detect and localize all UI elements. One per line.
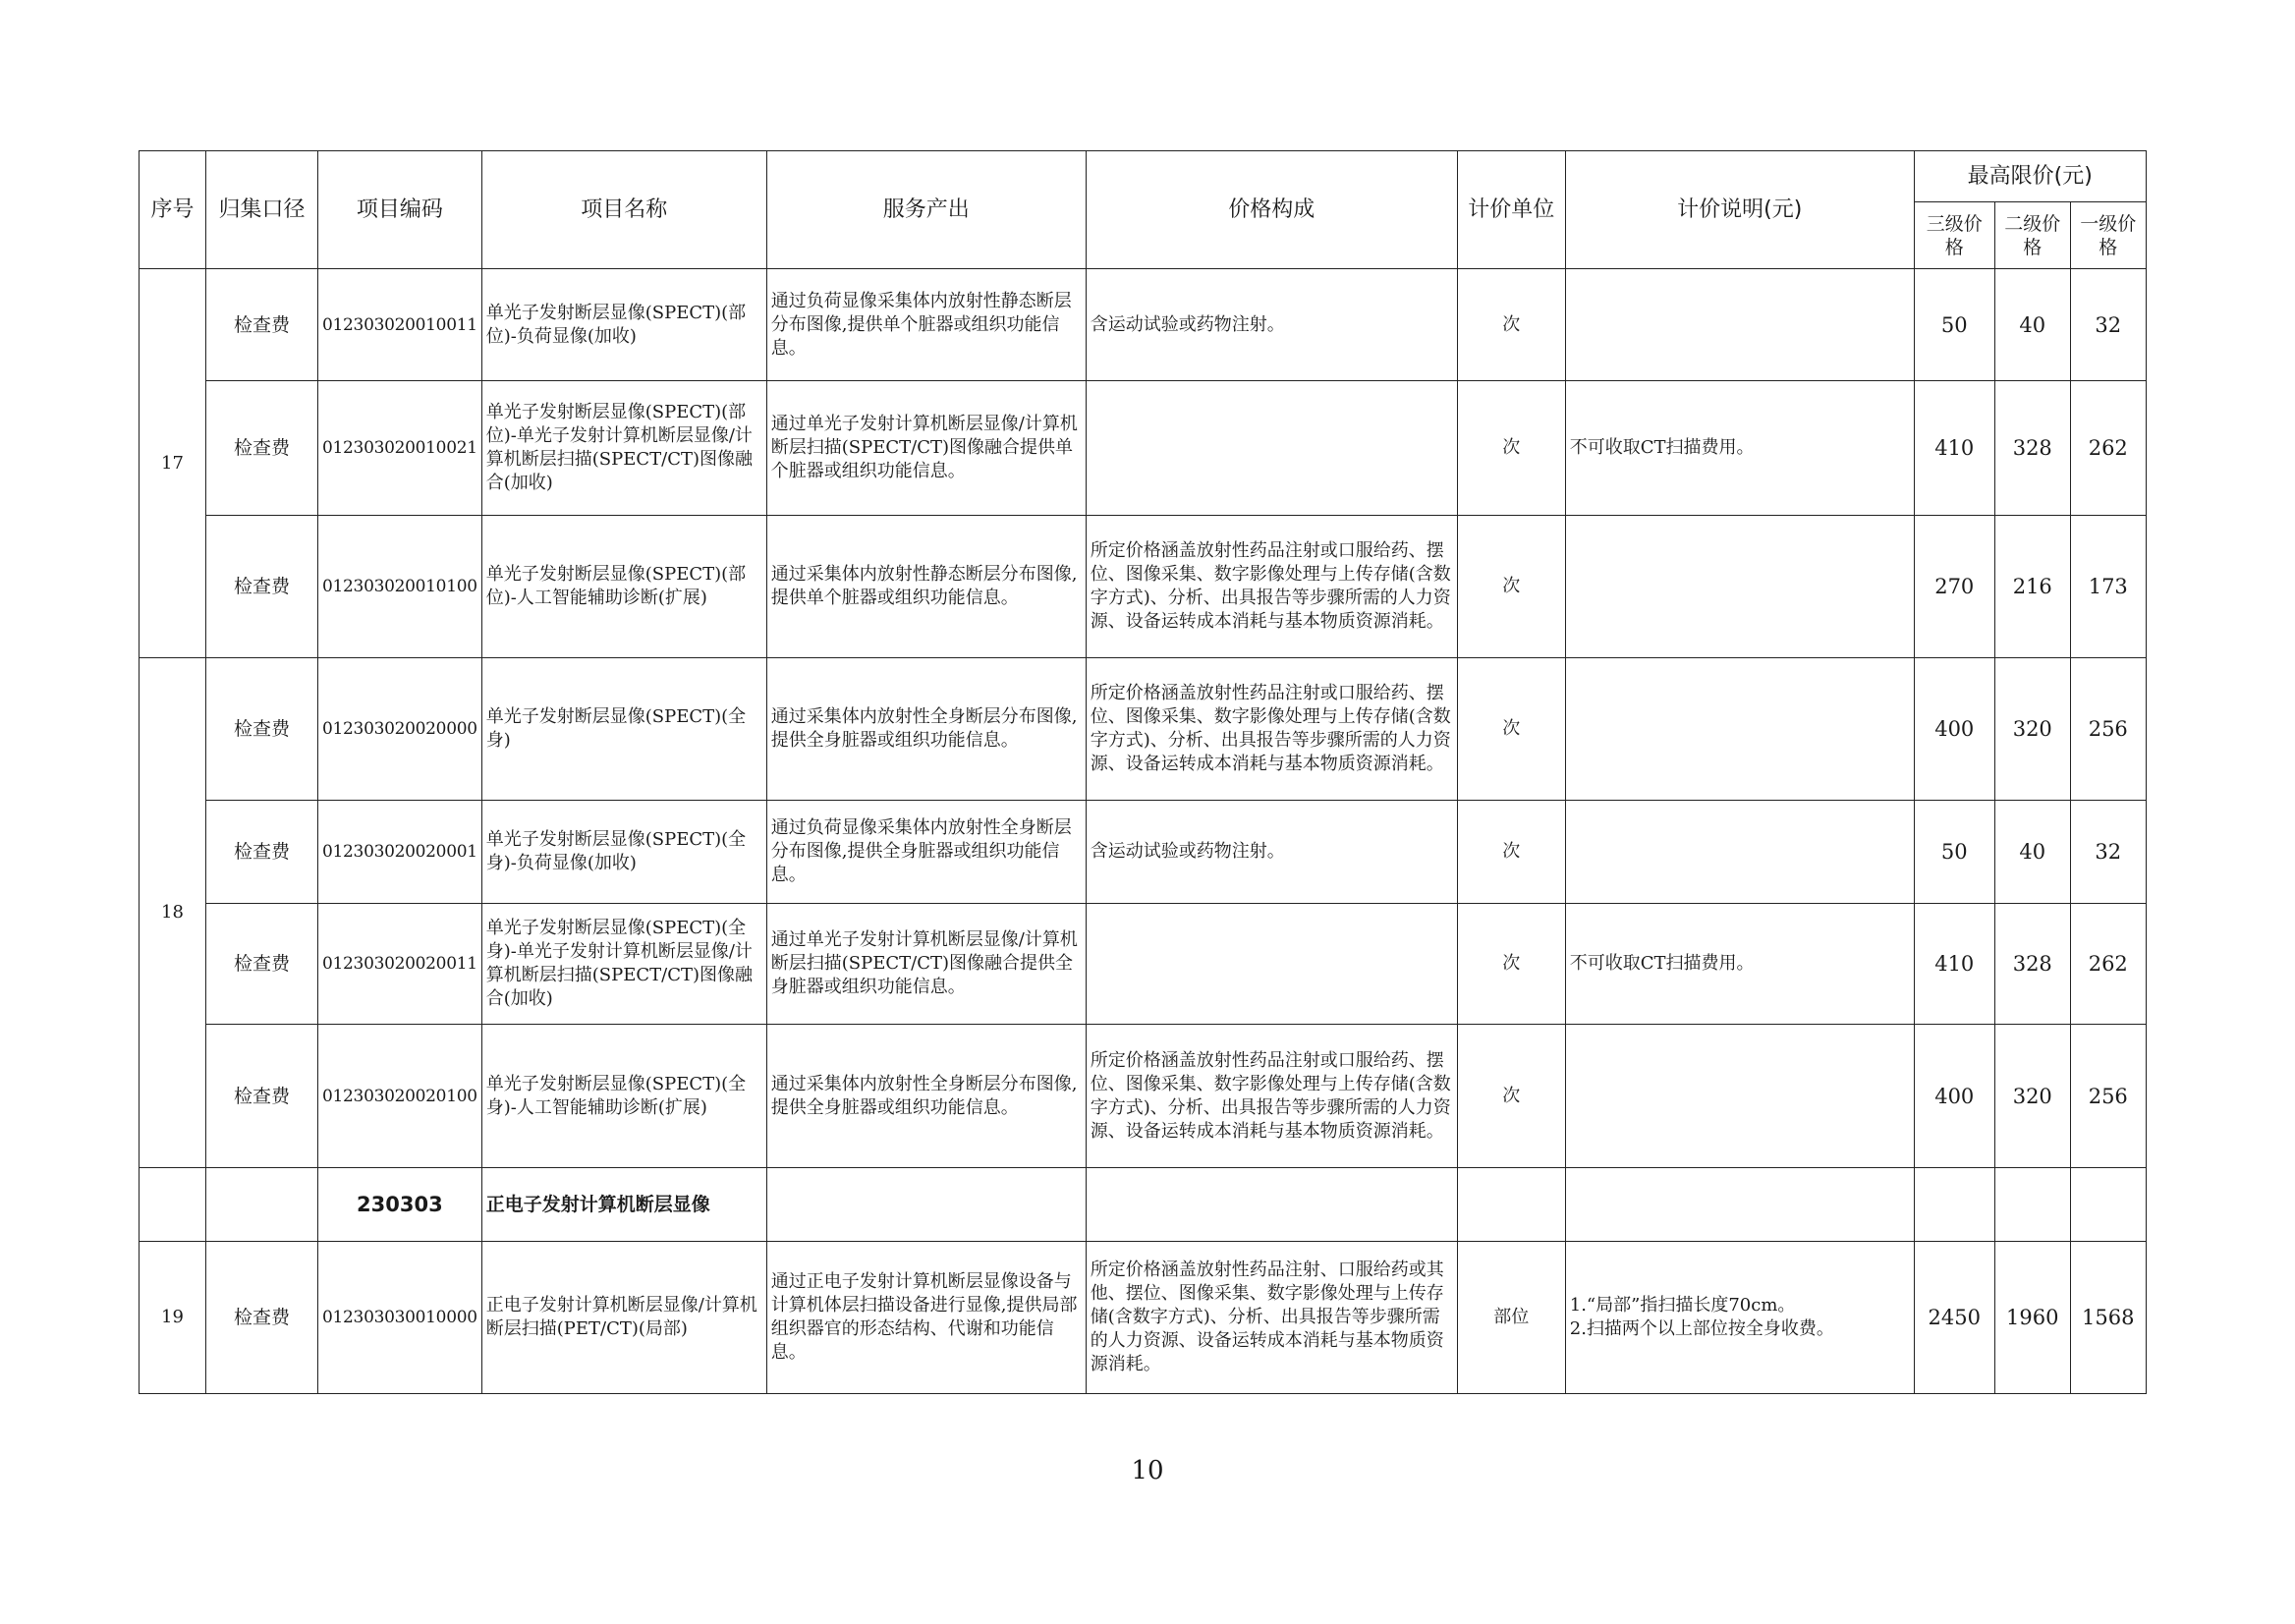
row-unit: 次 [1457, 516, 1565, 658]
row-composition [1086, 904, 1457, 1025]
row-composition: 所定价格涵盖放射性药品注射或口服给药、摆位、图像采集、数字影像处理与上传存储(含数字方式)、分析、出具报告等步骤所需的人力资源、设备运转成本消耗与基本物质资源消耗。 [1086, 1025, 1457, 1168]
header-level2: 二级价格 [1994, 202, 2070, 269]
row-seq: 17 [140, 269, 206, 658]
row-output: 通过负荷显像采集体内放射性全身断层分布图像,提供全身脏器或组织功能信息。 [766, 801, 1086, 904]
row-code: 012303020020011 [318, 904, 482, 1025]
row-name: 正电子发射计算机断层显像/计算机断层扫描(PET/CT)(局部) [481, 1242, 766, 1394]
row-price-level1: 262 [2070, 904, 2146, 1025]
row-note [1565, 516, 1914, 658]
row-price-level2: 320 [1994, 1025, 2070, 1168]
header-unit: 计价单位 [1457, 151, 1565, 269]
row-unit: 部位 [1457, 1242, 1565, 1394]
row-seq: 19 [140, 1242, 206, 1394]
row-price-level3: 400 [1914, 658, 1994, 801]
row-seq: 18 [140, 658, 206, 1168]
row-code: 012303020010021 [318, 381, 482, 516]
row-price-level2: 1960 [1994, 1242, 2070, 1394]
row-price-level3: 410 [1914, 381, 1994, 516]
row-price-level1: 32 [2070, 801, 2146, 904]
row-code: 012303020020100 [318, 1025, 482, 1168]
header-output: 服务产出 [766, 151, 1086, 269]
row-price-level1: 173 [2070, 516, 2146, 658]
row-category: 检查费 [206, 658, 318, 801]
row-price-level1: 256 [2070, 658, 2146, 801]
header-seq: 序号 [140, 151, 206, 269]
row-note-line-2: 2.扫描两个以上部位按全身收费。 [1569, 1318, 1834, 1339]
row-composition: 所定价格涵盖放射性药品注射或口服给药、摆位、图像采集、数字影像处理与上传存储(含数字方式)、分析、出具报告等步骤所需的人力资源、设备运转成本消耗与基本物质资源消耗。 [1086, 516, 1457, 658]
row-composition: 所定价格涵盖放射性药品注射、口服给药或其他、摆位、图像采集、数字影像处理与上传存储(含数字方式)、分析、出具报告等步骤所需的人力资源、设备运转成本消耗与基本物质资源消耗。 [1086, 1242, 1457, 1394]
row-name: 单光子发射断层显像(SPECT)(全身)-单光子发射计算机断层显像/计算机断层扫描(SPECT/CT)图像融合(加收) [481, 904, 766, 1025]
table-row [140, 1242, 2147, 1394]
row-price-level3: 400 [1914, 1025, 1994, 1168]
row-output: 通过负荷显像采集体内放射性静态断层分布图像,提供单个脏器或组织功能信息。 [766, 269, 1086, 381]
header-category: 归集口径 [206, 151, 318, 269]
row-output: 通过采集体内放射性全身断层分布图像,提供全身脏器或组织功能信息。 [766, 658, 1086, 801]
row-code: 012303020010100 [318, 516, 482, 658]
row-name: 单光子发射断层显像(SPECT)(部位)-人工智能辅助诊断(扩展) [481, 516, 766, 658]
row-unit: 次 [1457, 381, 1565, 516]
row-code: 012303020020001 [318, 801, 482, 904]
row-unit: 次 [1457, 1025, 1565, 1168]
row-note [1565, 801, 1914, 904]
page-number: 10 [1131, 1456, 1164, 1485]
row-price-level3: 50 [1914, 269, 1994, 381]
row-note [1565, 658, 1914, 801]
row-price-level1: 262 [2070, 381, 2146, 516]
row-output: 通过单光子发射计算机断层显像/计算机断层扫描(SPECT/CT)图像融合提供全身脏器或组织功能信息。 [766, 904, 1086, 1025]
row-note [1565, 1242, 1914, 1394]
row-note [1565, 1025, 1914, 1168]
table-row [140, 381, 2147, 516]
row-output: 通过单光子发射计算机断层显像/计算机断层扫描(SPECT/CT)图像融合提供单个脏器或组织功能信息。 [766, 381, 1086, 516]
row-name: 单光子发射断层显像(SPECT)(部位)-负荷显像(加收) [481, 269, 766, 381]
row-price-level2: 320 [1994, 658, 2070, 801]
row-note: 不可收取CT扫描费用。 [1565, 904, 1914, 1025]
table-row [140, 1025, 2147, 1168]
row-price-level2: 40 [1994, 801, 2070, 904]
row-price-level3: 270 [1914, 516, 1994, 658]
price-table [139, 150, 2147, 1394]
table-row [140, 801, 2147, 904]
row-category: 检查费 [206, 381, 318, 516]
row-price-level2: 328 [1994, 904, 2070, 1025]
row-price-level3: 2450 [1914, 1242, 1994, 1394]
row-unit: 次 [1457, 904, 1565, 1025]
table-row [140, 904, 2147, 1025]
row-category: 检查费 [206, 801, 318, 904]
row-price-level1: 32 [2070, 269, 2146, 381]
row-category: 检查费 [206, 1025, 318, 1168]
header-note: 计价说明(元) [1565, 151, 1914, 269]
row-note: 不可收取CT扫描费用。 [1565, 381, 1914, 516]
row-output: 通过采集体内放射性静态断层分布图像,提供单个脏器或组织功能信息。 [766, 516, 1086, 658]
row-price-level3: 50 [1914, 801, 1994, 904]
row-unit: 次 [1457, 658, 1565, 801]
row-name: 单光子发射断层显像(SPECT)(全身)-负荷显像(加收) [481, 801, 766, 904]
table-row [140, 516, 2147, 658]
row-note-line-1: 1.“局部”指扫描长度70cm。 [1569, 1295, 1796, 1316]
row-composition: 含运动试验或药物注射。 [1086, 269, 1457, 381]
row-output: 通过正电子发射计算机断层显像设备与计算机体层扫描设备进行显像,提供局部组织器官的形态结构、代谢和功能信息。 [766, 1242, 1086, 1394]
group-code: 230303 [318, 1168, 482, 1242]
row-price-level2: 216 [1994, 516, 2070, 658]
row-name: 单光子发射断层显像(SPECT)(全身) [481, 658, 766, 801]
row-category: 检查费 [206, 516, 318, 658]
row-name: 单光子发射断层显像(SPECT)(全身)-人工智能辅助诊断(扩展) [481, 1025, 766, 1168]
row-category: 检查费 [206, 269, 318, 381]
row-unit: 次 [1457, 801, 1565, 904]
row-note [1565, 269, 1914, 381]
row-price-level2: 328 [1994, 381, 2070, 516]
row-composition [1086, 381, 1457, 516]
header-level1: 一级价格 [2070, 202, 2146, 269]
row-output: 通过采集体内放射性全身断层分布图像,提供全身脏器或组织功能信息。 [766, 1025, 1086, 1168]
row-code: 012303020020000 [318, 658, 482, 801]
row-category: 检查费 [206, 904, 318, 1025]
group-header-row [140, 1168, 2147, 1242]
row-price-level3: 410 [1914, 904, 1994, 1025]
header-max-price: 最高限价(元) [1914, 151, 2146, 202]
header-composition: 价格构成 [1086, 151, 1457, 269]
row-category: 检查费 [206, 1242, 318, 1394]
header-level3: 三级价格 [1914, 202, 1994, 269]
row-code: 012303020010011 [318, 269, 482, 381]
row-code: 012303030010000 [318, 1242, 482, 1394]
row-unit: 次 [1457, 269, 1565, 381]
row-price-level1: 1568 [2070, 1242, 2146, 1394]
table-row [140, 269, 2147, 381]
header-name: 项目名称 [481, 151, 766, 269]
table-row [140, 658, 2147, 801]
row-price-level2: 40 [1994, 269, 2070, 381]
row-composition: 含运动试验或药物注射。 [1086, 801, 1457, 904]
group-name: 正电子发射计算机断层显像 [481, 1168, 766, 1242]
header-code: 项目编码 [318, 151, 482, 269]
row-price-level1: 256 [2070, 1025, 2146, 1168]
row-name: 单光子发射断层显像(SPECT)(部位)-单光子发射计算机断层显像/计算机断层扫描(SPECT/CT)图像融合(加收) [481, 381, 766, 516]
row-composition: 所定价格涵盖放射性药品注射或口服给药、摆位、图像采集、数字影像处理与上传存储(含数字方式)、分析、出具报告等步骤所需的人力资源、设备运转成本消耗与基本物质资源消耗。 [1086, 658, 1457, 801]
